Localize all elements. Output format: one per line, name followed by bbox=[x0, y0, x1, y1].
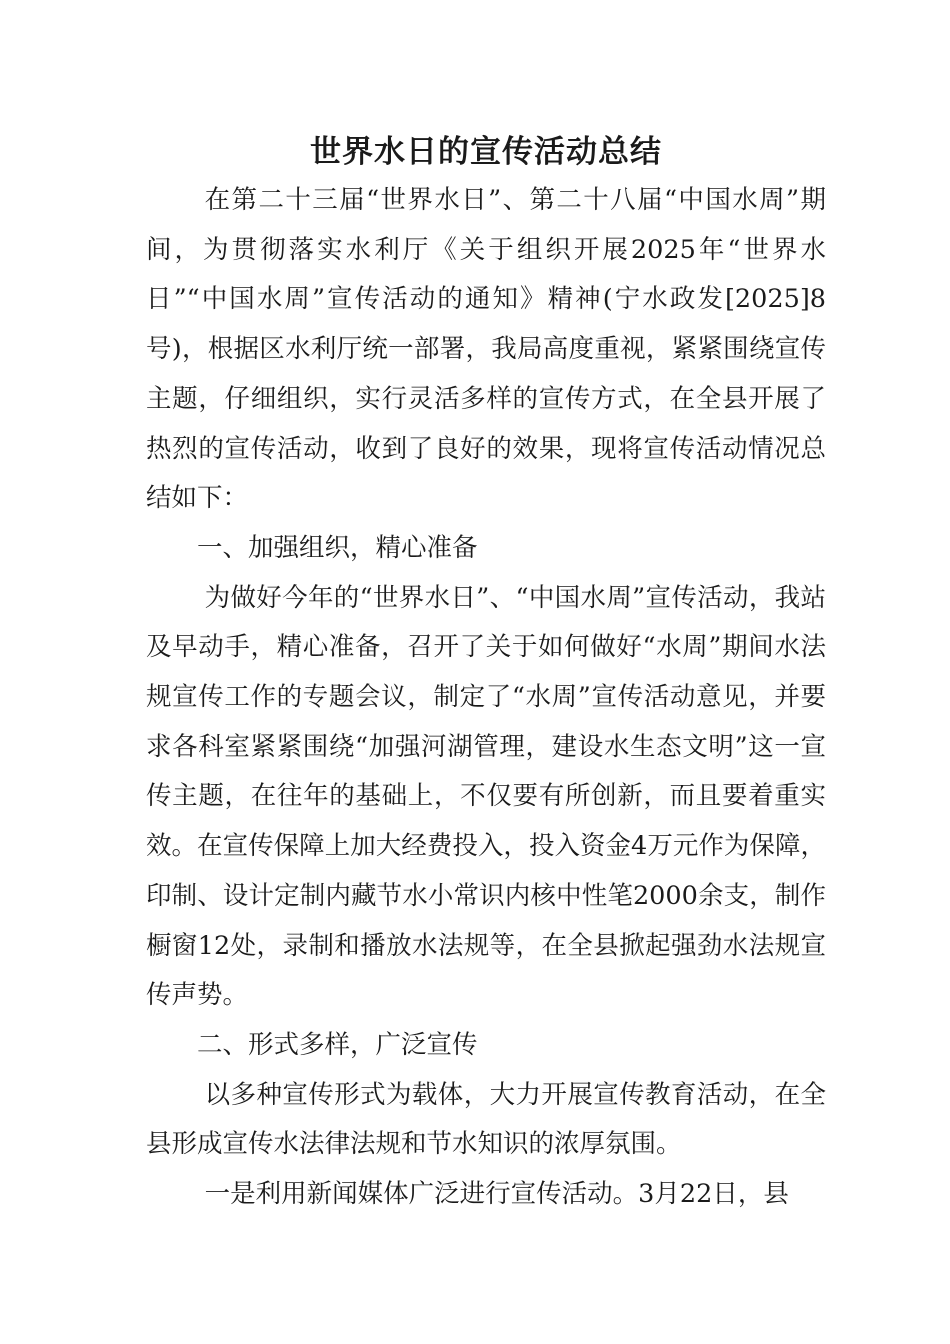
section-heading-1: 一、加强组织，精心准备 bbox=[197, 532, 478, 563]
document-page bbox=[146, 128, 826, 1220]
intro-paragraph: 在第二十三届“世界水日”、第二十八届“中国水周”期间，为贯彻落实水利厅《关于组织开展2025年“世界水日”“中国水周”宣传活动的通知》精神(宁水政发[2025]8号)，根据区水利厅统一部署，我局高度重视，紧紧围绕宣传主题，仔细组织，实行灵活多样的宣传方式，在全县开展了热烈的宣传活动，收到了良好的效果，现将宣传活动情况总结如下： bbox=[146, 185, 826, 514]
section-heading-2: 二、形式多样，广泛宣传 bbox=[197, 1029, 478, 1060]
section-2-paragraph: 以多种宣传形式为载体，大力开展宣传教育活动，在全县形成宣传水法律法规和节水知识的浓厚氛围。 bbox=[146, 1079, 826, 1160]
section-2-item-1-paragraph: 一是利用新闻媒体广泛进行宣传活动。3月22日，县 bbox=[204, 1179, 789, 1210]
section-1-paragraph: 为做好今年的“世界水日”、“中国水周”宣传活动，我站及早动手，精心准备，召开了关于如何做好“水周”期间水法规宣传工作的专题会议，制定了“水周”宣传活动意见，并要求各科室紧紧围绕“加强河湖管理，建设水生态文明”这一宣传主题，在往年的基础上，不仅要有所创新，而且要着重实效。在宣传保障上加大经费投入，投入资金4万元作为保障，印制、设计定制内藏节水小常识内核中性笔2000余支，制作橱窗12处，录制和播放水法规等，在全县掀起强劲水法规宣传声势。 bbox=[146, 582, 826, 1011]
document-title: 世界水日的宣传活动总结 bbox=[310, 134, 662, 170]
